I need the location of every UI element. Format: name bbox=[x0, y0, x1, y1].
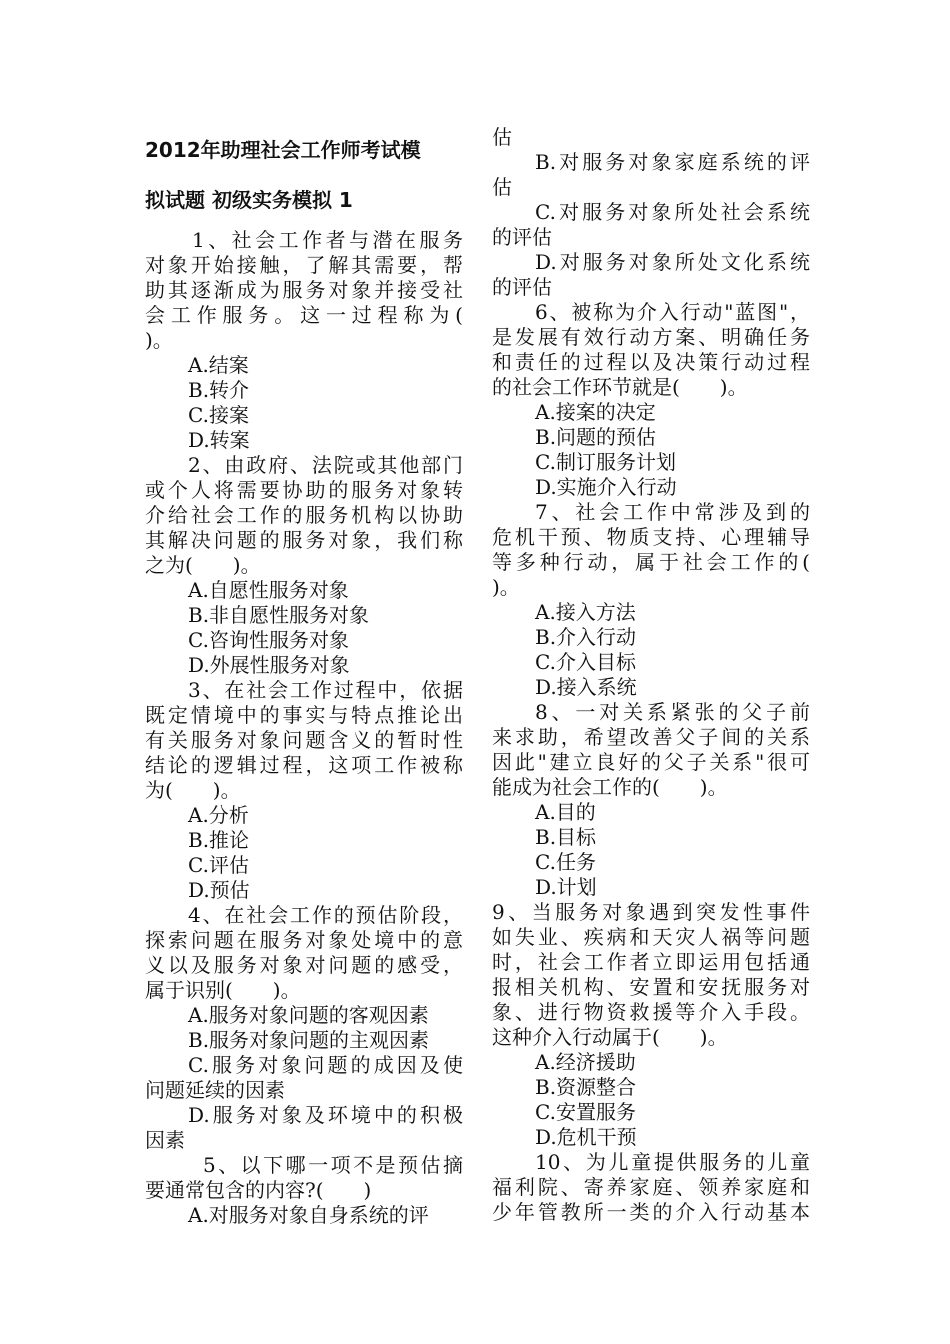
page-title-line-1: 2012年助理社会工作师考试模 bbox=[145, 138, 421, 162]
left-text-line: 5、以下哪一项不是预估摘 bbox=[203, 1153, 463, 1177]
right-text-line: 9、当服务对象遇到突发性事件 bbox=[492, 900, 810, 924]
right-text-line: 的评估 bbox=[492, 275, 552, 299]
right-text-line: B.目标 bbox=[535, 825, 597, 849]
right-text-line: C.安置服务 bbox=[535, 1100, 636, 1124]
left-text-line: D.转案 bbox=[188, 428, 250, 452]
left-text-line: D.外展性服务对象 bbox=[188, 653, 350, 677]
right-text-line: D.接入系统 bbox=[535, 675, 637, 699]
left-text-line: 因素 bbox=[145, 1128, 185, 1152]
left-text-line: 或个人将需要协助的服务对象转 bbox=[145, 478, 463, 502]
left-text-line: A.分析 bbox=[188, 803, 249, 827]
right-text-line: 如失业、疾病和天灾人祸等问题 bbox=[492, 925, 810, 949]
left-text-line: 义以及服务对象对问题的感受， bbox=[145, 953, 463, 977]
right-text-line: 危机干预、物质支持、心理辅导 bbox=[492, 525, 810, 549]
left-text-line: B.服务对象问题的主观因素 bbox=[188, 1028, 430, 1052]
right-text-line: D.实施介入行动 bbox=[535, 475, 677, 499]
left-text-line: A.自愿性服务对象 bbox=[188, 578, 349, 602]
left-text-line: 3、在社会工作过程中，依据 bbox=[188, 678, 463, 702]
right-text-line: C.制订服务计划 bbox=[535, 450, 676, 474]
left-text-line: 有关服务对象问题含义的暂时性 bbox=[145, 728, 463, 752]
right-text-line: 8、一对关系紧张的父子前 bbox=[535, 700, 810, 724]
left-text-line: 会工作服务。这一过程称为( bbox=[145, 303, 463, 327]
right-text-line: D.危机干预 bbox=[535, 1125, 637, 1149]
right-text-line: 估 bbox=[492, 125, 512, 149]
right-text-line: 等多种行动，属于社会工作的( bbox=[492, 550, 810, 574]
right-text-line: 是发展有效行动方案、明确任务 bbox=[492, 325, 810, 349]
right-text-line: C.介入目标 bbox=[535, 650, 636, 674]
left-text-line: 其解决问题的服务对象，我们称 bbox=[145, 528, 463, 552]
left-text-line: C.评估 bbox=[188, 853, 249, 877]
right-text-line: 因此"建立良好的父子关系"很可 bbox=[492, 750, 810, 774]
left-text-line: 2、由政府、法院或其他部门 bbox=[188, 453, 463, 477]
left-text-line: D.服务对象及环境中的积极 bbox=[188, 1103, 463, 1127]
right-text-line: 10、为儿童提供服务的儿童 bbox=[535, 1150, 810, 1174]
left-text-line: A.服务对象问题的客观因素 bbox=[188, 1003, 429, 1027]
left-text-line: B.推论 bbox=[188, 828, 250, 852]
left-text-line: 问题延续的因素 bbox=[145, 1078, 285, 1102]
right-text-line: 时，社会工作者立即运用包括通 bbox=[492, 950, 810, 974]
right-text-line: 报相关机构、安置和安抚服务对 bbox=[492, 975, 810, 999]
right-text-line: 少年管教所一类的介入行动基本 bbox=[492, 1200, 810, 1224]
left-text-line: B.非自愿性服务对象 bbox=[188, 603, 370, 627]
right-text-line: 7、社会工作中常涉及到的 bbox=[535, 500, 810, 524]
right-text-line: 和责任的过程以及决策行动过程 bbox=[492, 350, 810, 374]
right-text-line: B.对服务对象家庭系统的评 bbox=[535, 150, 810, 174]
left-text-line: D.预估 bbox=[188, 878, 250, 902]
left-text-line: 4、在社会工作的预估阶段， bbox=[188, 903, 463, 927]
right-text-line: )。 bbox=[492, 575, 520, 599]
right-text-line: B.资源整合 bbox=[535, 1075, 637, 1099]
right-text-line: B.介入行动 bbox=[535, 625, 637, 649]
right-text-line: 6、被称为介入行动"蓝图"， bbox=[535, 300, 810, 324]
left-text-line: 1、社会工作者与潜在服务 bbox=[192, 228, 463, 252]
left-text-line: C.服务对象问题的成因及使 bbox=[188, 1053, 463, 1077]
left-text-line: 属于识别( )。 bbox=[145, 978, 301, 1002]
page-title-line-2: 拟试题 初级实务模拟 1 bbox=[145, 188, 353, 212]
left-text-line: 之为( )。 bbox=[145, 553, 261, 577]
right-text-line: A.接入方法 bbox=[535, 600, 636, 624]
right-text-line: 的社会工作环节就是( )。 bbox=[492, 375, 748, 399]
left-text-line: 探索问题在服务对象处境中的意 bbox=[145, 928, 463, 952]
left-text-line: 既定情境中的事实与特点推论出 bbox=[145, 703, 463, 727]
left-text-line: A.对服务对象自身系统的评 bbox=[188, 1203, 429, 1227]
left-text-line: )。 bbox=[145, 328, 173, 352]
left-text-line: 结论的逻辑过程，这项工作被称 bbox=[145, 753, 463, 777]
right-text-line: 能成为社会工作的( )。 bbox=[492, 775, 728, 799]
right-text-line: C.任务 bbox=[535, 850, 596, 874]
left-text-line: 助其逐渐成为服务对象并接受社 bbox=[145, 278, 463, 302]
right-text-line: A.经济援助 bbox=[535, 1050, 636, 1074]
left-text-line: C.咨询性服务对象 bbox=[188, 628, 349, 652]
left-text-line: C.接案 bbox=[188, 403, 249, 427]
right-text-line: 估 bbox=[492, 175, 512, 199]
left-text-line: A.结案 bbox=[188, 353, 249, 377]
left-text-line: 对象开始接触，了解其需要，帮 bbox=[145, 253, 463, 277]
right-text-line: D.对服务对象所处文化系统 bbox=[535, 250, 810, 274]
right-text-line: A.目的 bbox=[535, 800, 596, 824]
right-text-line: 福利院、寄养家庭、领养家庭和 bbox=[492, 1175, 810, 1199]
right-text-line: 象、进行物资救援等介入手段。 bbox=[492, 1000, 810, 1024]
right-text-line: A.接案的决定 bbox=[535, 400, 656, 424]
right-text-line: D.计划 bbox=[535, 875, 597, 899]
right-text-line: 这种介入行动属于( )。 bbox=[492, 1025, 728, 1049]
right-text-line: C.对服务对象所处社会系统 bbox=[535, 200, 810, 224]
right-text-line: 的评估 bbox=[492, 225, 552, 249]
left-text-line: 为( )。 bbox=[145, 778, 241, 802]
left-text-line: 要通常包含的内容?( ) bbox=[145, 1178, 372, 1202]
left-text-line: B.转介 bbox=[188, 378, 250, 402]
right-text-line: B.问题的预估 bbox=[535, 425, 657, 449]
left-text-line: 介给社会工作的服务机构以协助 bbox=[145, 503, 463, 527]
right-text-line: 来求助，希望改善父子间的关系 bbox=[492, 725, 810, 749]
